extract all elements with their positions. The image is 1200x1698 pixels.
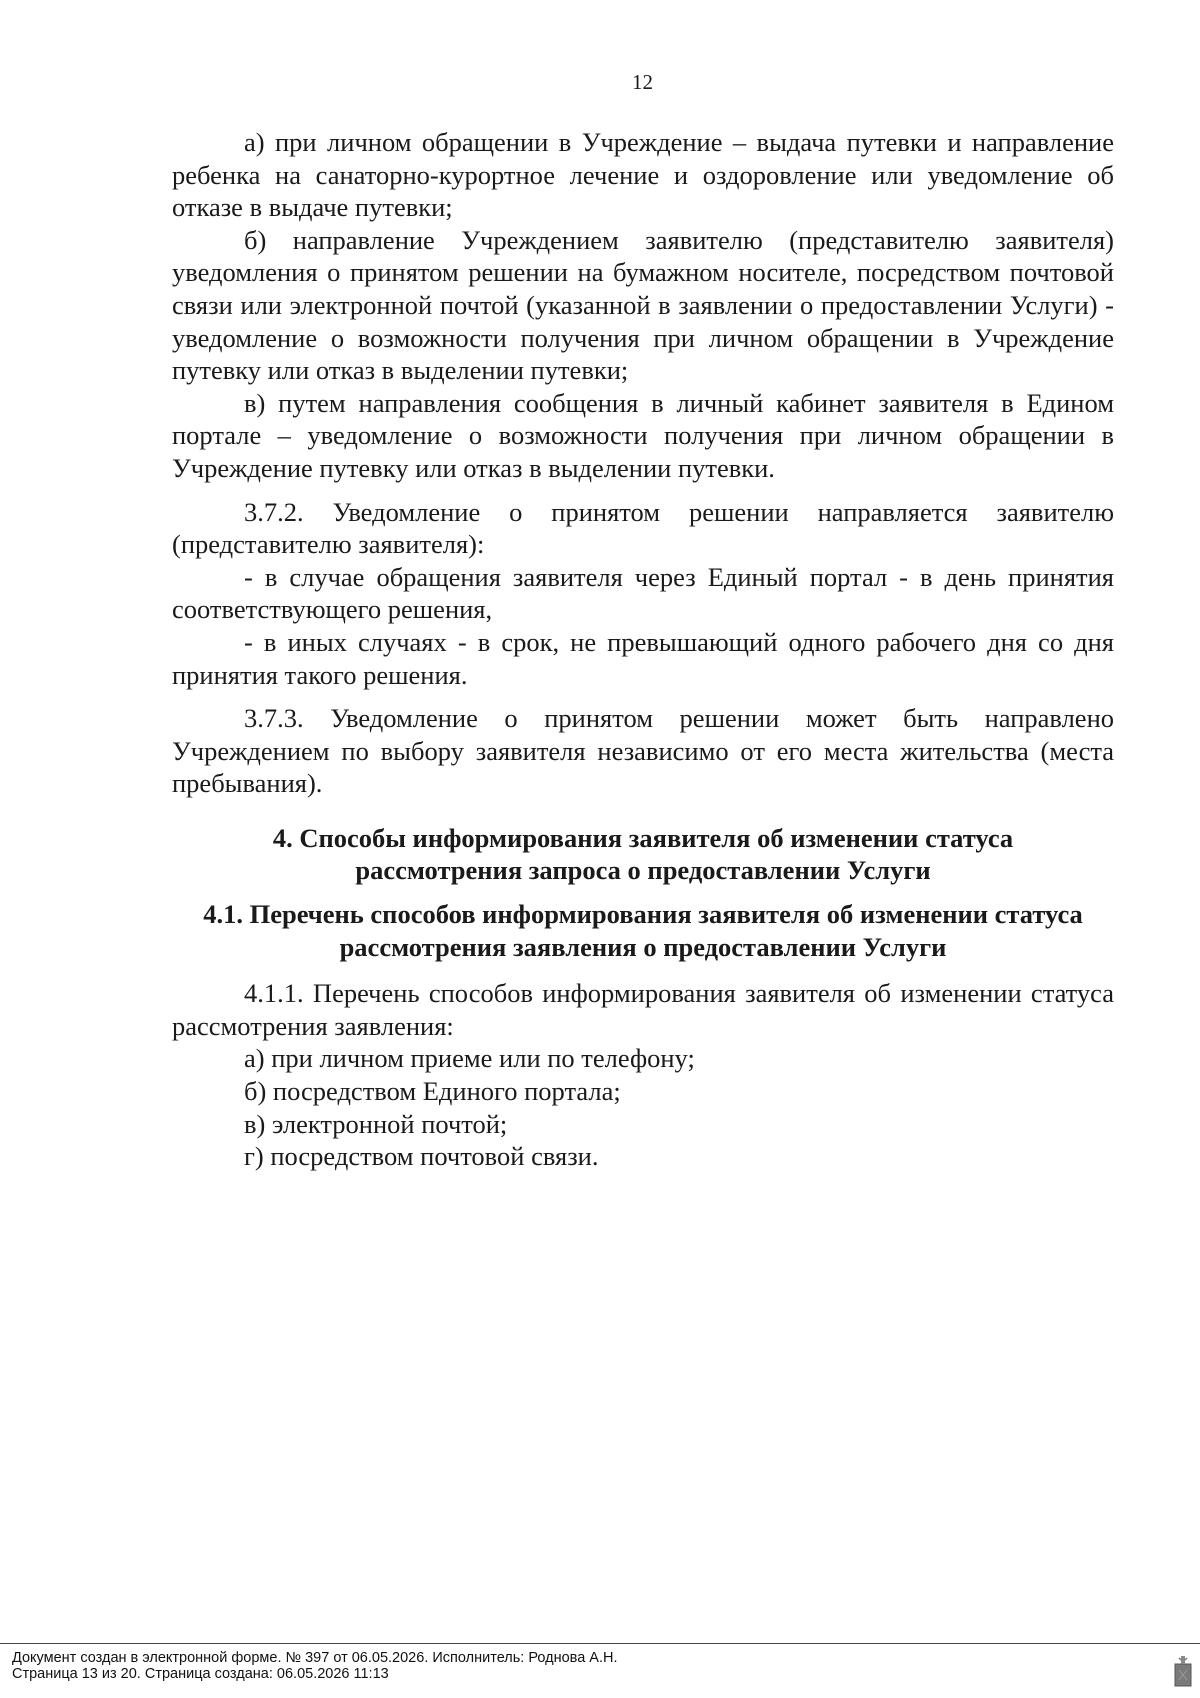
footer-divider bbox=[0, 1643, 1200, 1644]
subsection-heading-4-1: 4.1. Перечень способов информирования заявителя об изменении статуса рассмотрения заявления о предоставлении Услуги bbox=[203, 899, 1083, 962]
footer-page-info: Страница 13 из 20. Страница создана: 06.05.2026 11:13 bbox=[12, 1666, 389, 1682]
coat-of-arms-icon bbox=[1172, 1654, 1194, 1688]
paragraph-4-1-1: 4.1.1. Перечень способов информирования заявителя об изменении статуса рассмотрения заявления: bbox=[172, 978, 1114, 1041]
list-item: г) посредством почтовой связи. bbox=[244, 1141, 599, 1172]
page-number: 12 bbox=[632, 70, 653, 94]
list-item: в) электронной почтой; bbox=[244, 1108, 508, 1139]
paragraph-v: в) путем направления сообщения в личный кабинет заявителя в Едином портале – уведомление о возможности получения при личном обращении в Учреждение путевку или отказ в выделении путевки. bbox=[172, 387, 1114, 483]
document-footer bbox=[12, 1650, 618, 1682]
list-item: а) при личном приеме или по телефону; bbox=[244, 1043, 695, 1074]
section-heading-4: 4. Способы информирования заявителя об изменении статуса рассмотрения запроса о предоставлении Услуги bbox=[272, 822, 1014, 886]
paragraph-3-7-3: 3.7.3. Уведомление о принятом решении может быть направлено Учреждением по выбору заявителя независимо от его места жительства (места пребывания). bbox=[172, 703, 1114, 799]
paragraph-other-cases: - в иных случаях - в срок, не превышающий одного рабочего дня со дня принятия такого решения. bbox=[172, 626, 1114, 690]
footer-document-info: Документ создан в электронной форме. № 397 от 06.05.2026. Исполнитель: Роднова А.Н. bbox=[12, 1650, 618, 1666]
list-item: б) посредством Единого портала; bbox=[244, 1076, 621, 1107]
document-body bbox=[172, 126, 1114, 1173]
paragraph-portal-case: - в случае обращения заявителя через Единый портал - в день принятия соответствующего решения, bbox=[172, 561, 1114, 625]
paragraph-a: а) при личном обращении в Учреждение – выдача путевки и направление ребенка на санаторно-курортное лечение и оздоровление или уведомление об отказе в выдаче путевки; bbox=[172, 127, 1114, 223]
paragraph-3-7-2: 3.7.2. Уведомление о принятом решении направляется заявителю (представителю заявителя): bbox=[172, 496, 1114, 560]
paragraph-b: б) направление Учреждением заявителю (представителю заявителя) уведомления о принятом решении на бумажном носителе, посредством почтовой связи или электронной почтой (указанной в заявлении о предоставлении Услуги) - уведомление о возможности получения при личном обращении в Учреждение путевку или отказ в выделении путевки; bbox=[172, 224, 1114, 386]
